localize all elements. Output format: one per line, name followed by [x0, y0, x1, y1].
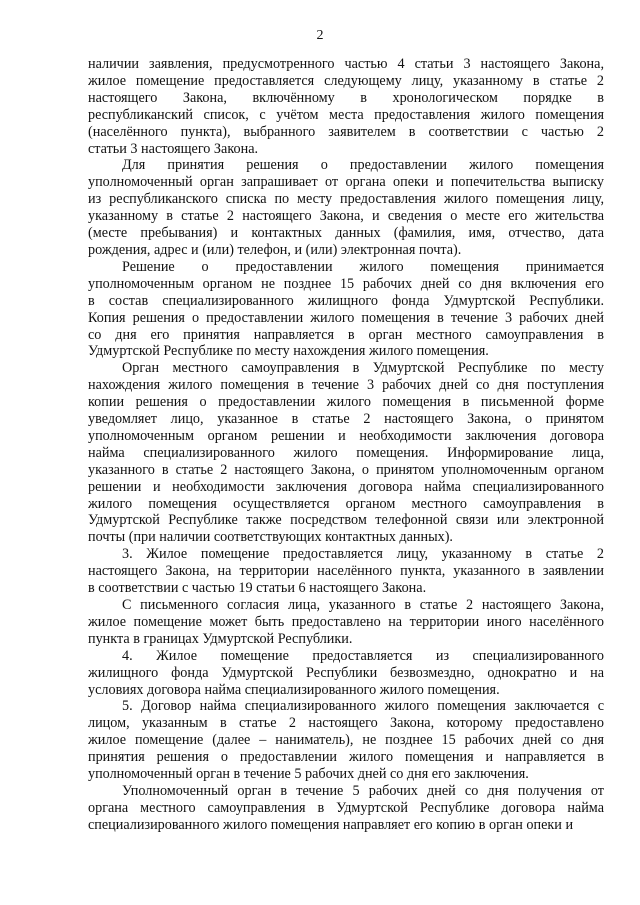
text-line: специализированного жилого помещения направляет его копию в орган опеки и	[88, 816, 574, 833]
document-body	[88, 56, 604, 834]
text-line: (населённого пункта), выбранного заявителем в соответствии с частью 2	[88, 123, 604, 140]
page-number: 2	[316, 28, 324, 43]
text-line: жилое помещение (далее – наниматель), не позднее 15 рабочих дней со дня	[88, 732, 604, 749]
paragraph	[88, 698, 604, 783]
text-line: органа местного самоуправления в Удмуртской Республике договора найма	[88, 799, 604, 816]
text-line: в соответствии с частью 19 статьи 6 настоящего Закона.	[88, 580, 427, 597]
text-line: указанного в статье 2 настоящего Закона, о принятом уполномоченным органом	[88, 461, 604, 478]
text-line: республиканский список, с учётом места предоставления жилого помещения	[88, 106, 604, 123]
text-line: из республиканского списка по месту предоставления жилого помещения лицу,	[88, 191, 604, 208]
text-line: лицом, указанным в статье 2 настоящего Закона, которому предоставлено	[88, 715, 604, 732]
text-line: в состав специализированного жилищного фонда Удмуртской Республики.	[88, 292, 604, 309]
text-line: уведомляет лицо, указанное в статье 2 настоящего Закона, о принятом	[88, 411, 604, 428]
paragraph	[88, 56, 604, 157]
text-line: жилое помещение может быть предоставлено на территории иного населённого	[88, 613, 604, 630]
paragraph	[88, 597, 604, 648]
text-line: настоящего Закона, на территории населённого пункта, указанного в заявлении	[88, 563, 604, 580]
text-line: со дня его принятия направляется в орган местного самоуправления в	[88, 326, 604, 343]
text-line: условиях договора найма специализированного жилого помещения.	[88, 681, 500, 698]
text-line: статьи 3 настоящего Закона.	[88, 140, 259, 157]
text-line: Решение о предоставлении жилого помещения принимается	[122, 258, 604, 275]
text-line: жилое помещение предоставляется следующему лицу, указанному в статье 2	[88, 72, 604, 89]
text-line: Уполномоченный орган в течение 5 рабочих дней со дня получения от	[122, 782, 604, 799]
text-line: уполномоченным органом решении и необходимости заключения договора	[88, 427, 604, 444]
text-line: почты (при наличии соответствующих контактных данных).	[88, 529, 453, 546]
paragraph	[88, 783, 604, 834]
text-line: копии решения о предоставлении жилого помещения в письменной форме	[88, 394, 604, 411]
paragraph	[88, 157, 604, 258]
text-line: 4. Жилое помещение предоставляется из специализированного	[122, 647, 604, 664]
text-line: (месте пребывания) и контактных данных (фамилия, имя, отчество, дата	[88, 225, 604, 242]
text-line: уполномоченный орган в течение 5 рабочих дней со дня его заключения.	[88, 766, 529, 783]
text-line: 5. Договор найма специализированного жилого помещения заключается с	[122, 698, 604, 715]
text-line: Удмуртской Республике по месту нахождения жилого помещения.	[88, 343, 489, 360]
text-line: Копия решения о предоставлении жилого помещения в течение 3 рабочих дней	[88, 309, 604, 326]
text-line: нахождения жилого помещения в течение 3 рабочих дней со дня поступления	[88, 377, 604, 394]
text-line: решении и необходимости заключения договора найма специализированного	[88, 478, 604, 495]
text-line: Удмуртской Республике также посредством телефонной связи или электронной	[88, 512, 604, 529]
text-line: рождения, адрес и (или) телефон, и (или) электронная почта).	[88, 241, 462, 258]
text-line: уполномоченным органом не позднее 15 рабочих дней со дня включения его	[88, 275, 604, 292]
text-line: настоящего Закона, включённому в хронологическом порядке в	[88, 89, 604, 106]
text-line: найма специализированного жилого помещения. Информирование лица,	[88, 444, 604, 461]
text-line: принятия решения о предоставлении жилого помещения и направляется в	[88, 749, 604, 766]
text-line: уполномоченный орган запрашивает от органа опеки и попечительства выписку	[88, 174, 604, 191]
text-line: Для принятия решения о предоставлении жилого помещения	[122, 157, 604, 174]
paragraph	[88, 360, 604, 546]
text-line: пункта в границах Удмуртской Республики.	[88, 630, 353, 647]
text-line: указанному в статье 2 настоящего Закона, и сведения о месте его жительства	[88, 208, 604, 225]
text-line: жилищного фонда Удмуртской Республики безвозмездно, однократно и на	[88, 664, 604, 681]
paragraph	[88, 546, 604, 597]
paragraph	[88, 648, 604, 699]
text-line: С письменного согласия лица, указанного в статье 2 настоящего Закона,	[122, 597, 604, 613]
text-line: 3. Жилое помещение предоставляется лицу, указанному в статье 2	[122, 546, 604, 563]
text-line: жилого помещения осуществляется органом местного самоуправления в	[88, 495, 604, 512]
paragraph	[88, 259, 604, 360]
text-line: наличии заявления, предусмотренного частью 4 статьи 3 настоящего Закона,	[88, 56, 604, 72]
text-line: Орган местного самоуправления в Удмуртской Республике по месту	[122, 360, 604, 377]
